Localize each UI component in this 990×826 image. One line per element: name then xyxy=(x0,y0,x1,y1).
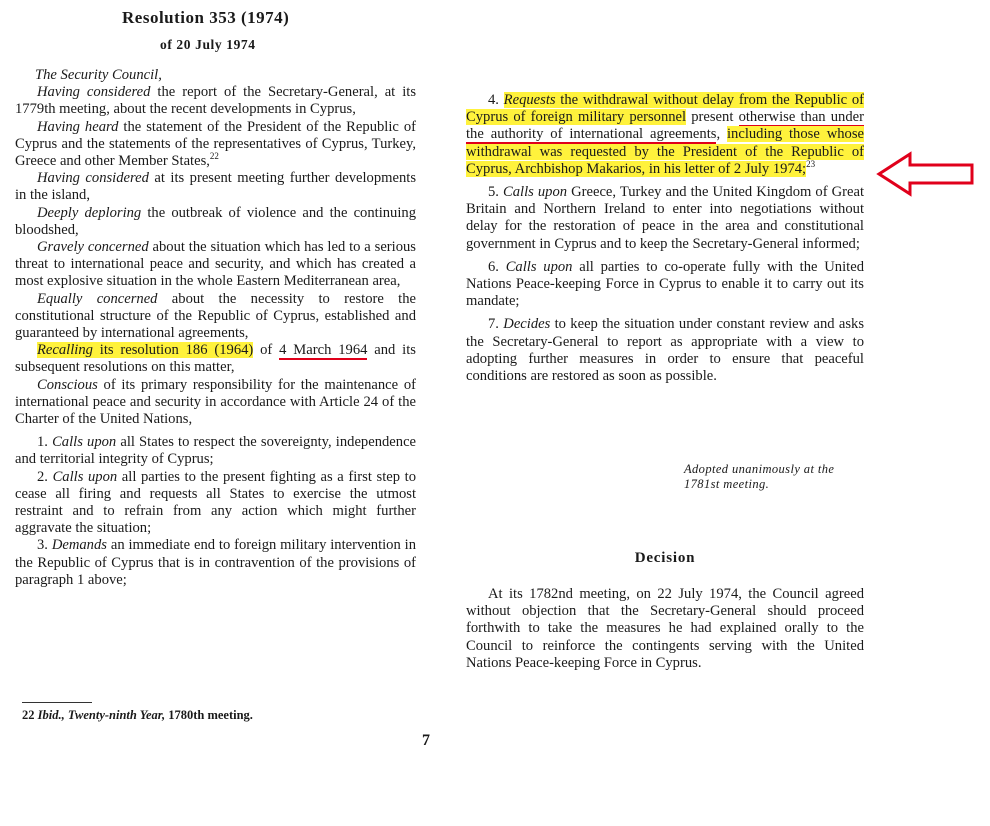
decision-text xyxy=(466,586,864,672)
red-underlined-text: otherwise than under the authority of international agreements xyxy=(466,109,864,143)
red-underlined-text: 4 March 1964 xyxy=(279,342,368,359)
footnote-rule xyxy=(22,702,92,703)
adoption-note xyxy=(684,462,866,492)
adoption-note-line: Adopted unanimously at the xyxy=(684,462,835,476)
decision-heading: Decision xyxy=(634,550,696,566)
resolution-title: Resolution 353 (1974) xyxy=(122,8,290,27)
preamble-paragraph: Having heard the statement of the President of the Republic of Cyprus and the statements of the representatives of Cyprus, Turkey, Greece and other Member States,$^{22}$ xyxy=(15,118,416,170)
footnote-ref: 22 xyxy=(209,151,219,162)
preamble-paragraph: Having considered at its present meeting further developments in the island, xyxy=(15,170,417,204)
operative-paragraph-4: 4. Requests the withdrawal without delay from the Republic of Cyprus of foreign military personnel present otherwise than under the authority of international agreements, including those whose withdrawal was requested by the President of the Republic of Cyprus, Archbishop Makarios, in his letter of 2 July 1974;$^{23}$ xyxy=(466,92,865,177)
adoption-note-line: 1781st meeting. xyxy=(684,477,770,491)
footnote: 22 Ibid., Twenty-ninth Year, 1780th meeting. xyxy=(22,708,253,722)
right-column xyxy=(466,92,864,385)
operative-paragraph-3: 3. Demands an immediate end to foreign military intervention in the Republic of Cyprus that is in contravention of the provisions of paragraph 1 above; xyxy=(15,537,416,588)
operative-paragraph-5: 5. Calls upon Greece, Turkey and the United Kingdom of Great Britain and Northern Ireland to enter into negotiations without delay for the restoration of peace in the area and constitutional government in Cyprus and to keep the Secretary-General informed; xyxy=(466,184,865,252)
highlighted-text: Recalling its resolution 186 (1964) xyxy=(37,342,254,359)
operative-paragraph-2: 2. Calls upon all parties to the present fighting as a first step to cease all firing and requests all States to exercise the utmost restraint and to refrain from any action which might further aggravate the situation; xyxy=(15,468,416,537)
footnote-ref: 23 xyxy=(806,158,816,169)
page-number: 7 xyxy=(422,732,430,749)
decision-paragraph: At its 1782nd meeting, on 22 July 1974, the Council agreed without objection that the Secretary-General should proceed forthwith to take the measures he had explained orally to the Council to reinforce the contingents serving with the United Nations Peace-keeping Force in Cyprus. xyxy=(466,586,864,671)
preamble-paragraph: Deeply deploring the outbreak of violence and the continuing bloodshed, xyxy=(15,204,416,238)
preamble-paragraph: Having considered the report of the Secretary-General, at its 1779th meeting, about the recent developments in Cyprus, xyxy=(15,84,417,118)
operative-paragraph-1: 1. Calls upon all States to respect the sovereignty, independence and territorial integrity of Cyprus; xyxy=(15,434,417,468)
operative-paragraph-7: 7. Decides to keep the situation under constant review and asks the Secretary-General to report as appropriate with a view to adopting further measures in order to ensure that peaceful conditions are restored as soon as possible. xyxy=(466,316,865,385)
resolution-date: of 20 July 1974 xyxy=(160,37,256,52)
preamble-paragraph: Conscious of its primary responsibility for the maintenance of international peace and security in accordance with Article 24 of the Charter of the United Nations, xyxy=(15,376,416,428)
preamble-paragraph: Gravely concerned about the situation which has led to a serious threat to international peace and security, and which has created a most explosive situation in the whole Eastern Mediterranean area, xyxy=(15,239,416,290)
operative-paragraph-6: 6. Calls upon all parties to co-operate fully with the United Nations Peace-keeping Force in Cyprus to enable it to carry out its mandate; xyxy=(466,258,864,310)
preamble-paragraph-recalling: Recalling its resolution 186 (1964) of 4 March 1964 and its subsequent resolutions on this matter, xyxy=(15,342,416,376)
left-column xyxy=(15,67,416,589)
left-arrow-icon xyxy=(876,151,976,197)
highlighted-text: including those whose withdrawal was requested by the President of the Republic of Cyprus, Archbishop Makarios, in his letter of 2 July 1974; xyxy=(466,126,864,177)
preamble-opening: The Security Council, xyxy=(35,67,162,83)
highlighted-text: Requests the withdrawal without delay from the Republic of Cyprus of foreign military personnel xyxy=(466,92,865,126)
preamble-paragraph: Equally concerned about the necessity to restore the constitutional structure of the Republic of Cyprus, established and guaranteed by international agreements, xyxy=(15,290,416,342)
